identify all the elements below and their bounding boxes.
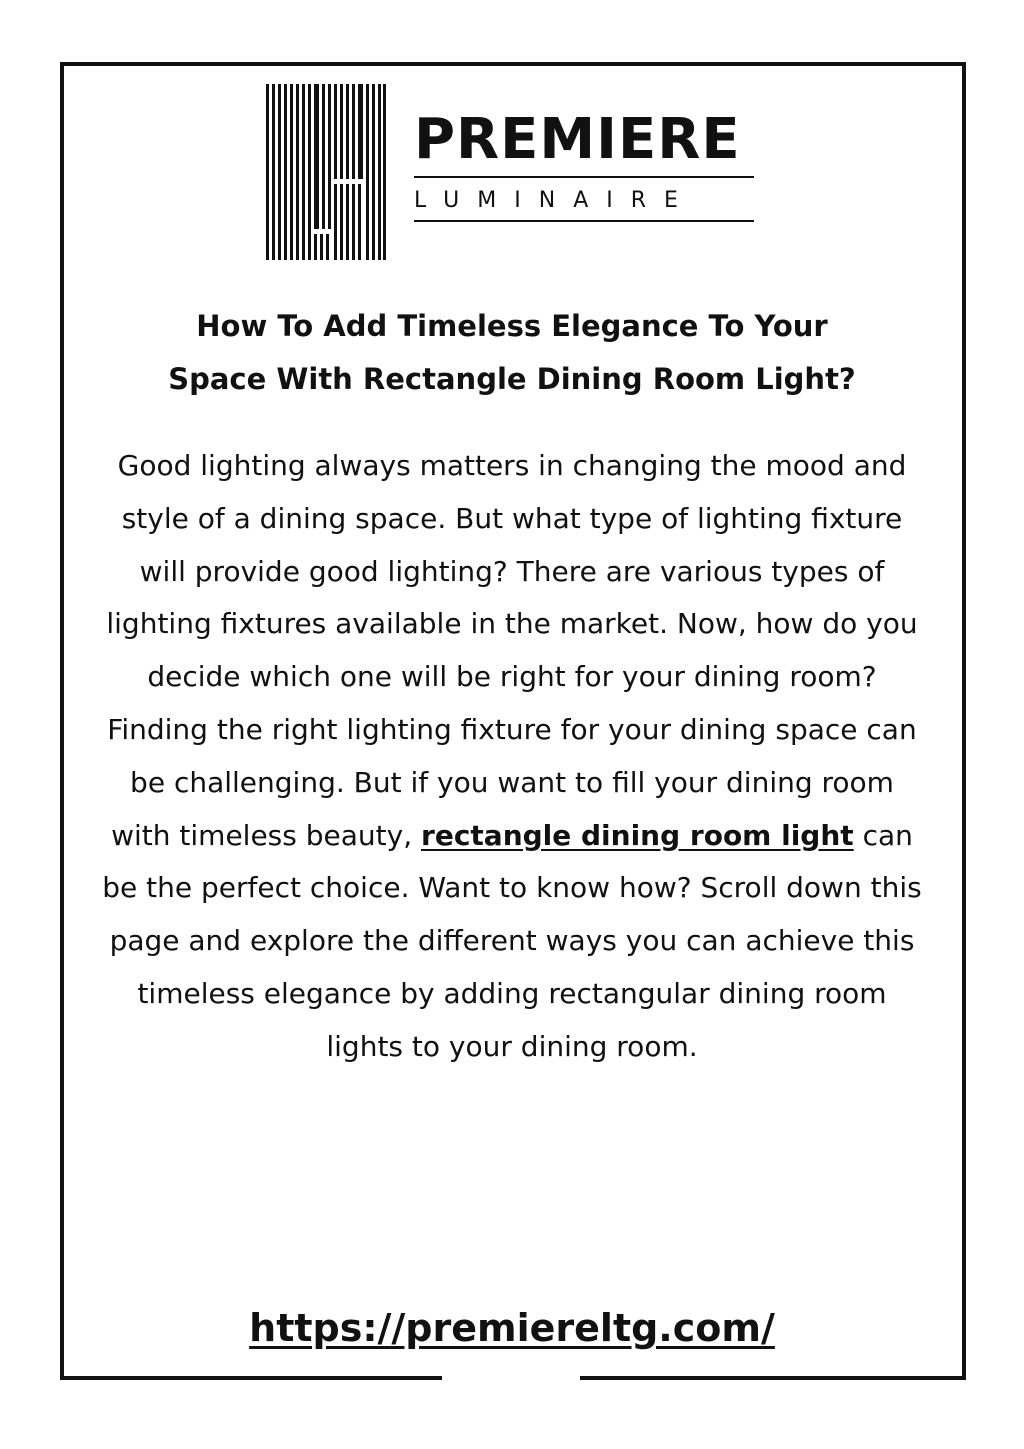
article-title-line-1: How To Add Timeless Elegance To Your [196,309,828,343]
rectangle-dining-room-light-link[interactable]: rectangle dining room light [421,818,854,852]
article-body-outro: can be the perfect choice. Want to know how? Scroll down this page and explore the different ways you can achieve this timeless elegance by adding rectangular dining room lights to your dining room. [102,818,922,1063]
brand-subtitle: LUMINAIRE [414,188,696,213]
brand-underline [414,220,754,222]
brand-name: PREMIERE [414,107,741,172]
border-gap [442,1366,580,1380]
brand-wordmark [414,107,754,222]
vertical-bars-logo-icon [266,84,386,260]
article-title-line-2: Space With Rectangle Dining Room Light? [168,362,856,396]
brand-divider [414,176,754,178]
article-body [96,440,928,1074]
article-title [100,300,924,406]
brand-logo [266,84,760,260]
website-url-link[interactable]: https://premiereltg.com/ [249,1306,775,1350]
article-body-intro: Good lighting always matters in changing the mood and style of a dining space. But what type of lighting fixture will provide good lighting? There are various types of lighting fixtures available in the market. Now, how do you decide which one will be right for your dining room? Finding the right lighting fixture for your dining space can be challenging. But if you want to fill your dining room with timeless beauty, [106,449,918,852]
